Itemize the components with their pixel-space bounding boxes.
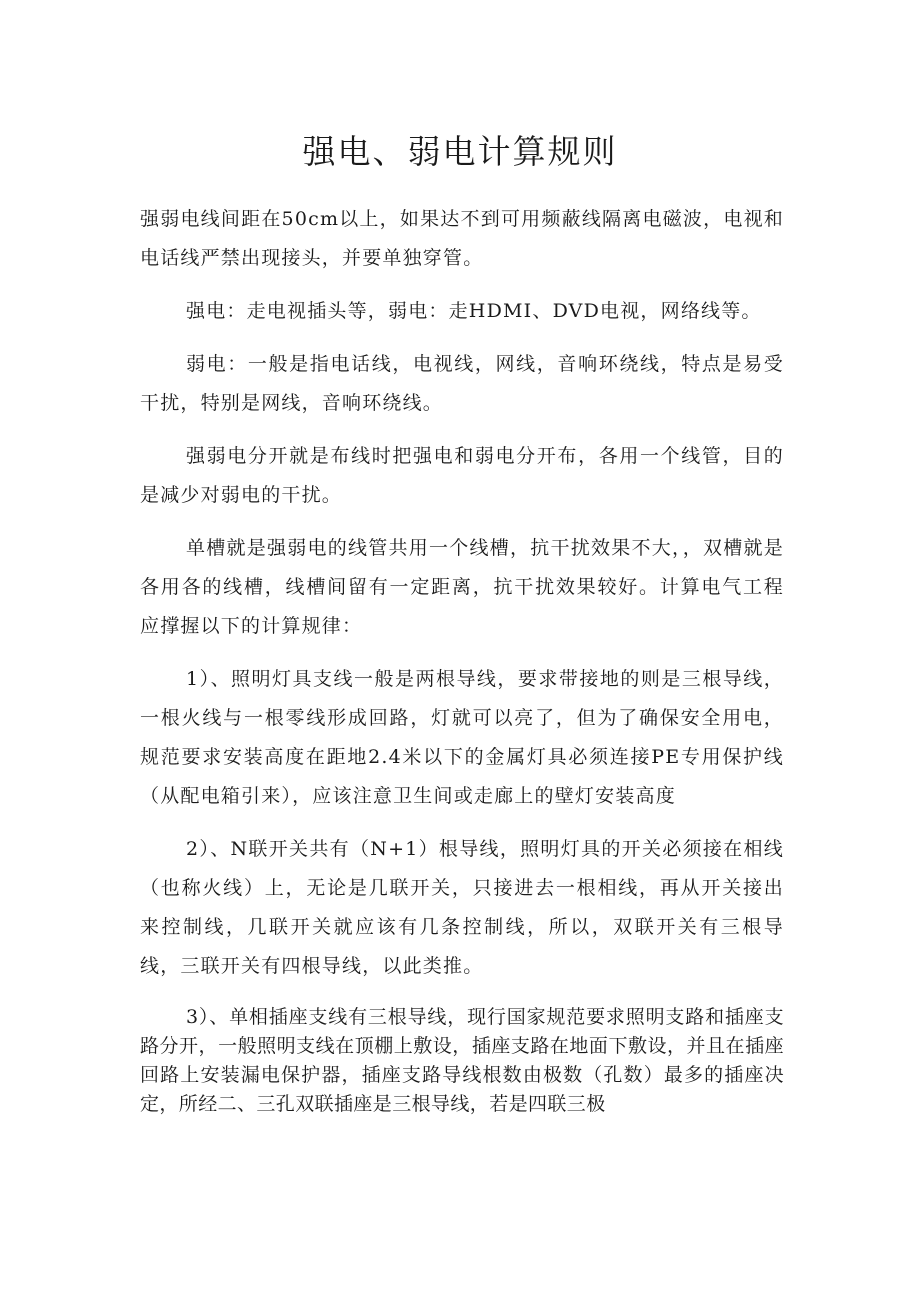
paragraph-wire-spacing: 强弱电线间距在50cm以上，如果达不到可用频蔽线隔离电磁波，电视和电话线严禁出现接头，并要单独穿管。 <box>140 208 784 269</box>
paragraph-separate-wiring: 强弱电分开就是布线时把强电和弱电分开布，各用一个线管，目的是减少对弱电的干扰。 <box>140 445 784 506</box>
paragraph-rule-1-lighting: 1）、照明灯具支线一般是两根导线，要求带接地的则是三根导线，一根火线与一根零线形成回路，灯就可以亮了，但为了确保安全用电，规范要求安装高度在距地2.4米以下的金属灯具必须连接PE专用保护线（从配电箱引来），应该注意卫生间或走廊上的壁灯安装高度 <box>140 668 784 807</box>
paragraph-rule-2-switches: 2）、N联开关共有（N+1）根导线，照明灯具的开关必须接在相线（也称火线）上，无论是几联开关，只接进去一根相线，再从开关接出来控制线，几联开关就应该有几条控制线，所以，双联开关有三根导线，三联开关有四根导线，以此类推。 <box>140 838 784 977</box>
paragraph-rule-3-sockets: 3）、单相插座支线有三根导线，现行国家规范要求照明支路和插座支路分开，一般照明支线在顶棚上敷设，插座支路在地面下敷设，并且在插座回路上安装漏电保护器，插座支路导线根数由极数（孔数）最多的插座决定，所经二、三孔双联插座是三根导线，若是四联三极 <box>140 1006 784 1115</box>
paragraph-weak-current: 弱电：一般是指电话线，电视线，网线，音响环绕线，特点是易受干扰，特别是网线，音响环绕线。 <box>140 353 784 414</box>
document-title: 强电、弱电计算规则 <box>302 132 618 171</box>
paragraph-strong-weak-definition: 强电：走电视插头等，弱电：走HDMI、DVD电视，网络线等。 <box>186 300 762 322</box>
paragraph-single-double-trough: 单槽就是强弱电的线管共用一个线槽，抗干扰效果不大，，双槽就是各用各的线槽，线槽间留有一定距离，抗干扰效果较好。计算电气工程应撑握以下的计算规律： <box>140 537 784 637</box>
document-body <box>140 200 784 1119</box>
